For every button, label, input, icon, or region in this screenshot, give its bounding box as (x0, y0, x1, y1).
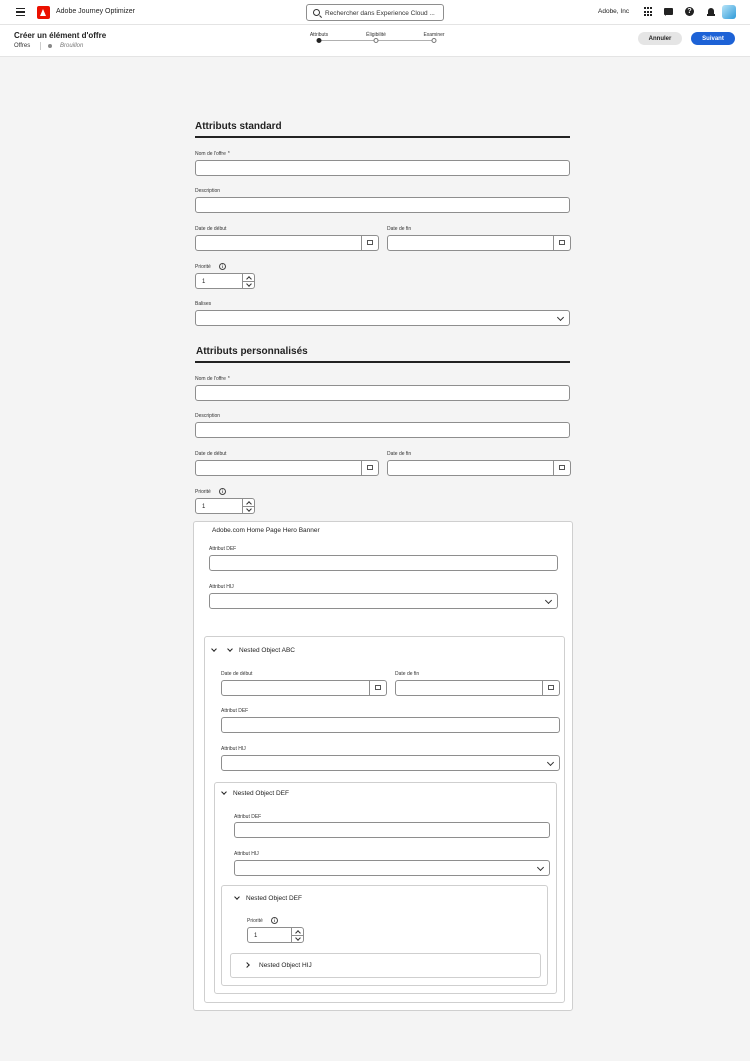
custom-priority-info-icon[interactable]: i (219, 488, 226, 495)
page-header (0, 25, 750, 57)
step-attributs-dot[interactable] (317, 38, 322, 43)
feedback-icon[interactable] (664, 7, 674, 17)
adobe-logo-icon[interactable] (37, 6, 50, 19)
calendar-icon (559, 240, 565, 245)
hero-banner-title: Adobe.com Home Page Hero Banner (212, 527, 320, 534)
custom-start-date-input[interactable] (195, 460, 379, 476)
spin-divider (291, 935, 304, 936)
custom-description-label: Description (195, 413, 221, 419)
tags-label: Balises (195, 301, 212, 307)
nested-abc-title[interactable]: Nested Object ABC (239, 647, 295, 654)
priority-stepper[interactable] (195, 273, 255, 289)
standard-section-title: Attributs standard (195, 121, 282, 132)
calendar-icon (375, 685, 381, 690)
standard-section-rule (195, 136, 570, 138)
next-button[interactable]: Suivant (691, 32, 735, 45)
offer-name-label: Nom de l'offre * (195, 151, 230, 157)
app-name: Adobe Journey Optimizer (56, 8, 135, 15)
tags-select[interactable] (195, 310, 570, 326)
required-mark: * (227, 151, 230, 157)
notifications-bell-icon[interactable] (706, 7, 716, 17)
priority-info-icon[interactable]: i (219, 263, 226, 270)
chevron-down-icon (557, 314, 564, 321)
spin-divider (242, 506, 255, 507)
nested-abc-start-date-calendar-button[interactable] (369, 681, 386, 695)
nested-abc-end-date-input[interactable] (395, 680, 560, 696)
nested-abc-attr-hij-label: Attribut HIJ (221, 746, 246, 752)
chevron-down-icon (547, 759, 554, 766)
step-eligibilite-label[interactable]: Éligibilité (366, 32, 386, 38)
nested-abc-end-date-label: Date de fin (395, 671, 420, 677)
calendar-icon (367, 465, 373, 470)
nested-def-inner-priority-stepper[interactable] (247, 927, 307, 943)
help-icon[interactable]: ? (685, 7, 694, 16)
nested-def-inner-priority-info-icon[interactable]: i (271, 917, 278, 924)
hero-attr-def-label: Attribut DEF (209, 546, 237, 552)
custom-end-date-calendar-button[interactable] (553, 461, 570, 475)
nested-def-attr-hij-select[interactable] (234, 860, 550, 876)
end-date-input[interactable] (387, 235, 571, 251)
search-placeholder: Rechercher dans Experience Cloud ... (325, 9, 435, 17)
menu-icon[interactable] (16, 8, 25, 16)
top-bar (0, 0, 750, 25)
cancel-button[interactable]: Annuler (638, 32, 682, 45)
start-date-input[interactable] (195, 235, 379, 251)
custom-offer-name-input[interactable] (195, 385, 570, 401)
nested-abc-end-date-calendar-button[interactable] (542, 681, 559, 695)
nested-def-title[interactable]: Nested Object DEF (233, 790, 289, 797)
required-mark: * (227, 376, 230, 382)
custom-priority-label: Priorité (195, 489, 211, 495)
user-avatar[interactable] (722, 5, 736, 19)
nested-abc-start-date-label: Date de début (221, 671, 253, 677)
priority-value-box[interactable] (195, 273, 243, 289)
custom-start-date-calendar-button[interactable] (361, 461, 378, 475)
custom-priority-value: 1 (202, 503, 206, 510)
hero-attr-def-input[interactable] (209, 555, 558, 571)
custom-start-date-label: Date de début (195, 451, 227, 457)
start-date-calendar-button[interactable] (361, 236, 378, 250)
end-date-calendar-button[interactable] (553, 236, 570, 250)
calendar-icon (559, 465, 565, 470)
nested-abc-attr-hij-select[interactable] (221, 755, 560, 771)
custom-priority-stepper[interactable] (195, 498, 255, 514)
nested-abc-attr-def-label: Attribut DEF (221, 708, 249, 714)
search-icon (313, 9, 320, 16)
nested-priority-value-box[interactable] (247, 927, 292, 943)
start-date-label: Date de début (195, 226, 227, 232)
calendar-icon (548, 685, 554, 690)
custom-offer-name-label: Nom de l'offre * (195, 376, 230, 382)
apps-grid-icon[interactable] (644, 7, 654, 17)
status-label: Brouillon (60, 43, 84, 49)
nested-hij-title[interactable]: Nested Object HIJ (259, 962, 312, 969)
nested-def-attr-hij-label: Attribut HIJ (234, 851, 259, 857)
description-input[interactable] (195, 197, 570, 213)
spin-divider (242, 281, 255, 282)
chevron-down-icon (537, 864, 544, 871)
nested-abc-start-date-input[interactable] (221, 680, 387, 696)
nested-abc-attr-def-input[interactable] (221, 717, 560, 733)
nested-def-inner-title[interactable]: Nested Object DEF (246, 895, 302, 902)
step-eligibilite-dot[interactable] (374, 38, 379, 43)
nested-def-attr-def-label: Attribut DEF (234, 814, 262, 820)
step-examiner-label[interactable]: Examiner (423, 32, 445, 38)
nested-def-attr-def-input[interactable] (234, 822, 550, 838)
page-title: Créer un élément d'offre (14, 31, 107, 40)
chevron-down-icon (545, 597, 552, 604)
custom-end-date-label: Date de fin (387, 451, 412, 457)
step-examiner-dot[interactable] (432, 38, 437, 43)
priority-label: Priorité (195, 264, 211, 270)
custom-section-title: Attributs personnalisés (196, 346, 308, 357)
custom-description-input[interactable] (195, 422, 570, 438)
description-label: Description (195, 188, 221, 194)
custom-section-rule (195, 361, 570, 363)
hero-attr-hij-select[interactable] (209, 593, 558, 609)
calendar-icon (367, 240, 373, 245)
offer-name-input[interactable] (195, 160, 570, 176)
breadcrumb-divider (40, 42, 41, 50)
status-dot-icon (48, 44, 52, 48)
hero-attr-hij-label: Attribut HIJ (209, 584, 234, 590)
end-date-label: Date de fin (387, 226, 412, 232)
breadcrumb-offres[interactable]: Offres (14, 43, 31, 49)
priority-value: 1 (202, 278, 206, 285)
nested-priority-value: 1 (254, 932, 258, 939)
custom-end-date-input[interactable] (387, 460, 571, 476)
search-input[interactable] (306, 4, 444, 21)
org-switcher[interactable]: Adobe, Inc (598, 8, 630, 15)
nested-def-inner-priority-label: Priorité (247, 918, 263, 924)
step-attributs-label[interactable]: Attributs (309, 32, 329, 38)
custom-priority-value-box[interactable] (195, 498, 243, 514)
